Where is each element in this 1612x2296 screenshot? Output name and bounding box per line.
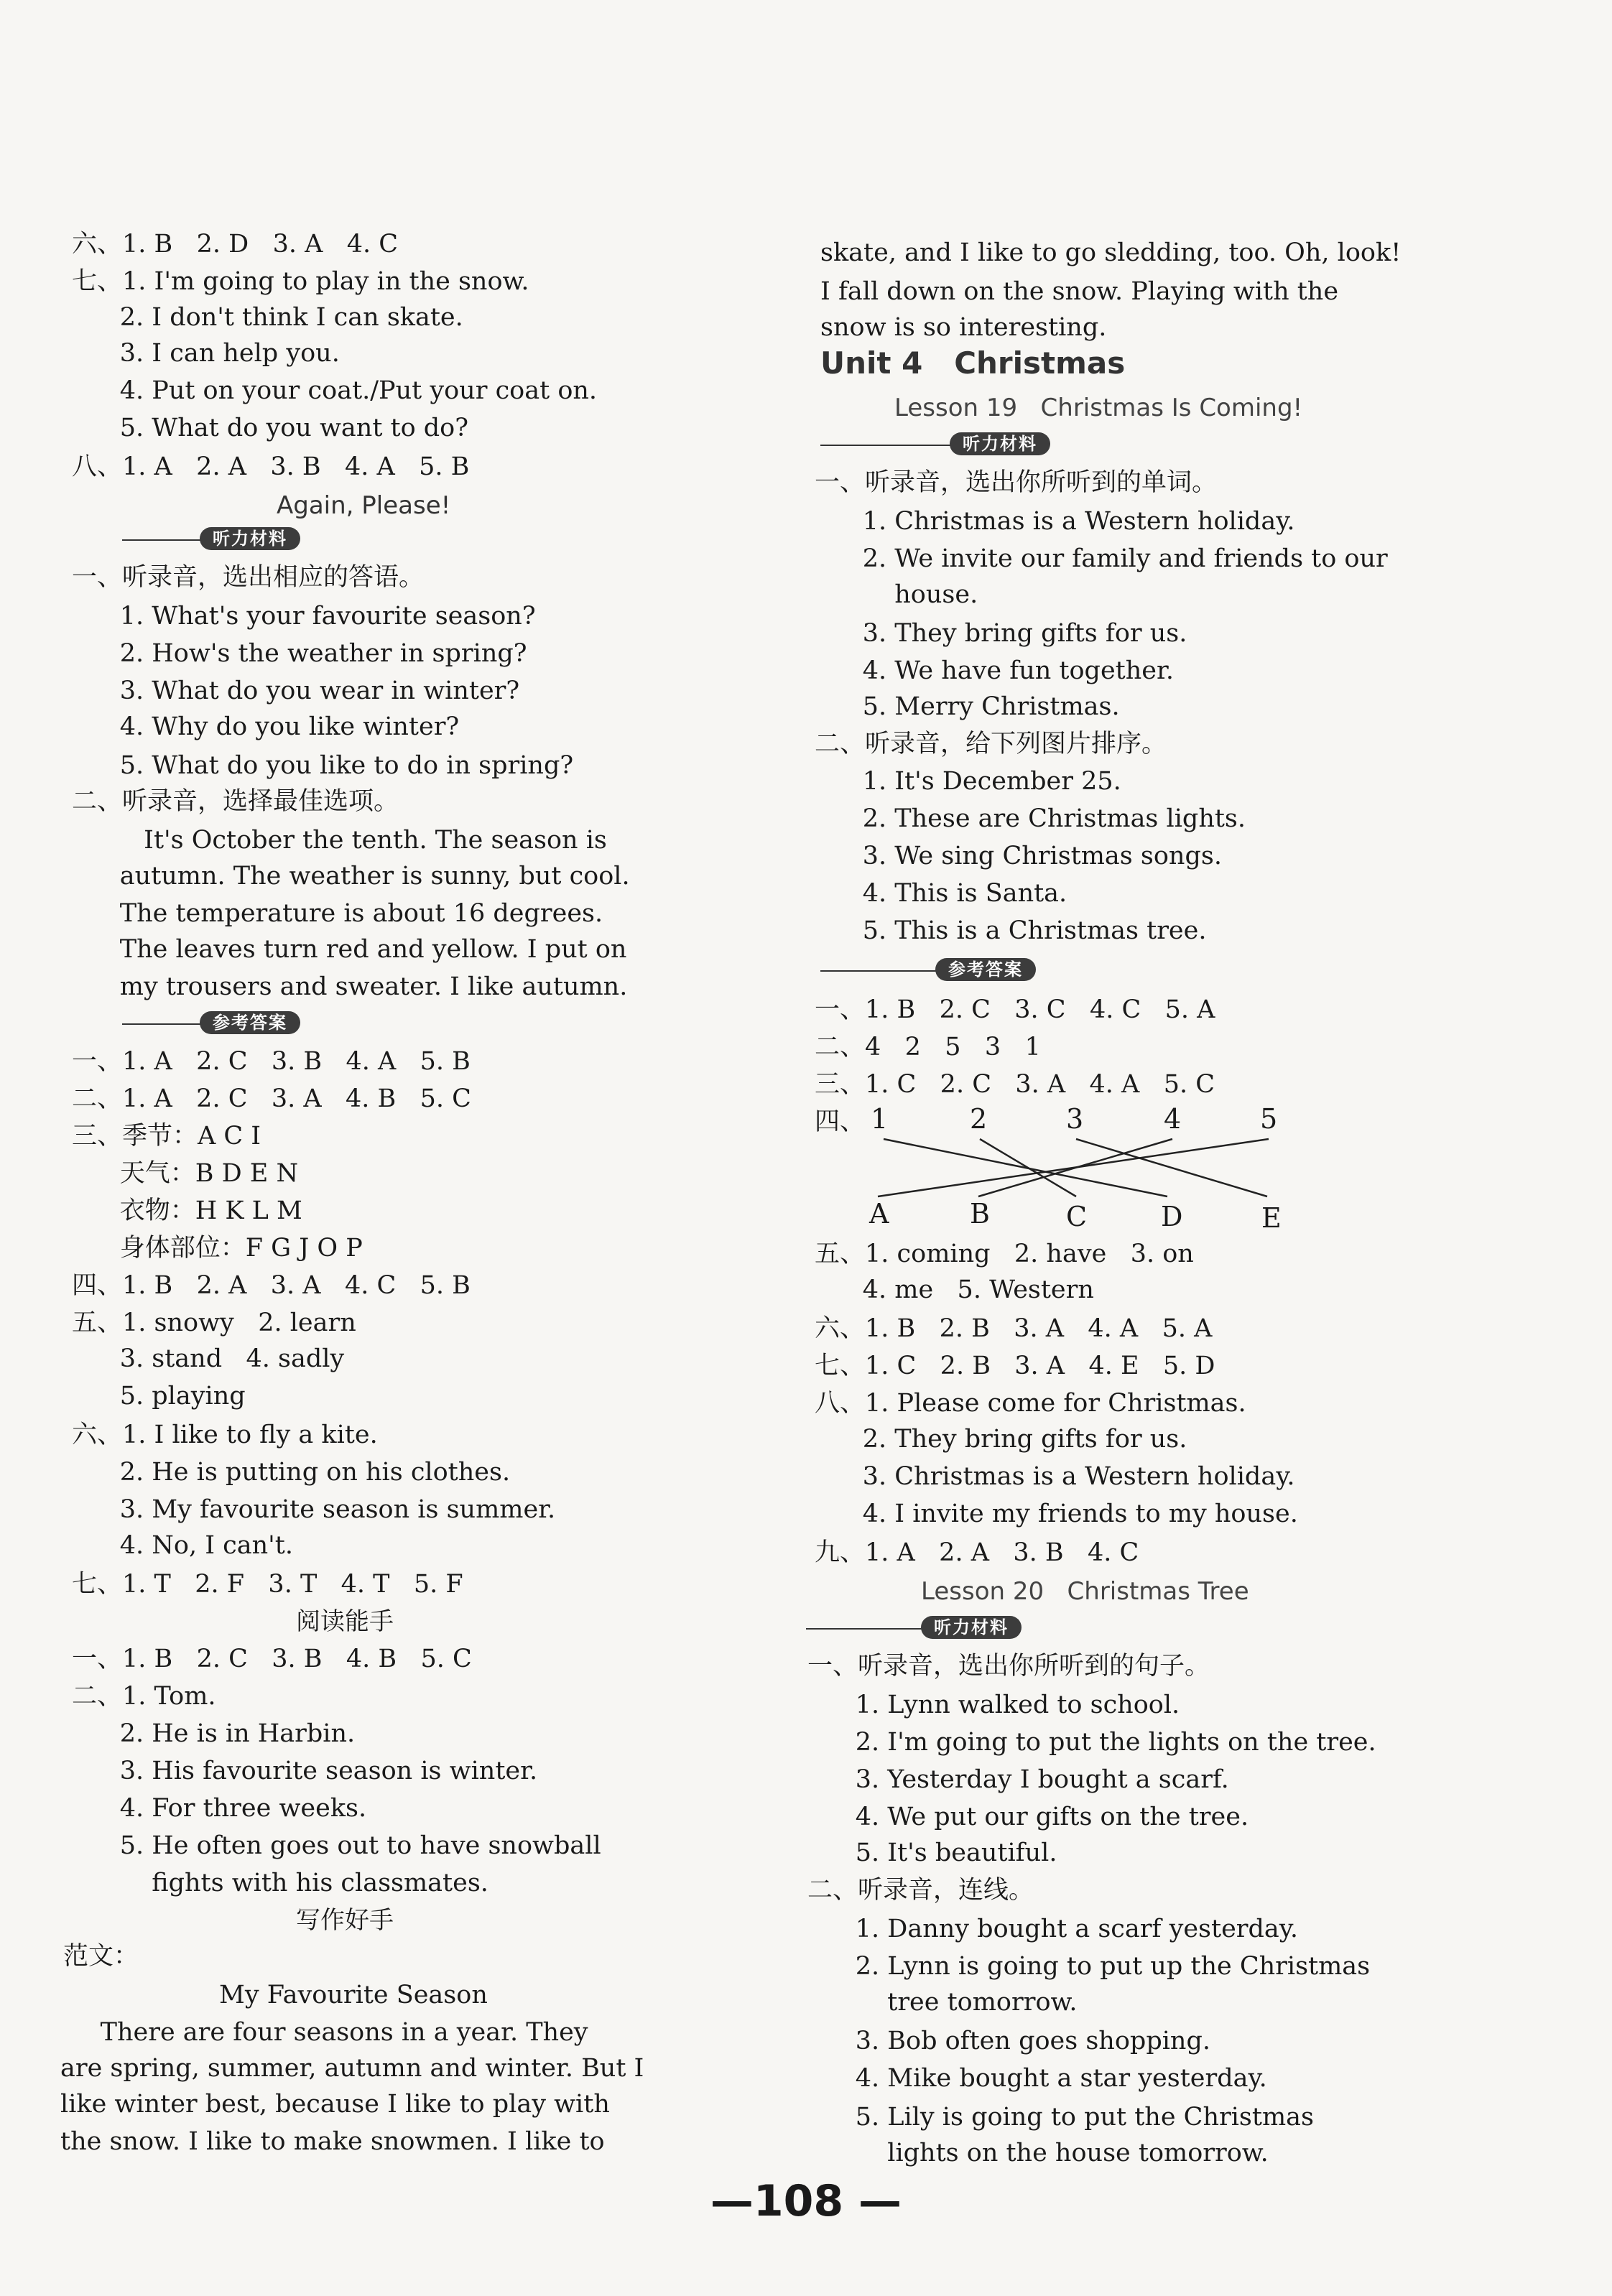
text-line: tree tomorrow.	[807, 1988, 1078, 2017]
essay-line: like winter best, because I like to play with	[60, 2090, 610, 2119]
answer-line: 4. Put on your coat./Put your coat on.	[72, 376, 598, 405]
answer-line: 3. stand 4. sadly	[72, 1344, 345, 1373]
answer-line: 4. No, I can't.	[72, 1531, 293, 1560]
listening-badge: 听力材料	[921, 1616, 1022, 1639]
answer-line: 六、1. B 2. D 3. A 4. C	[72, 230, 399, 259]
text-line: 二、听录音，连线。	[807, 1876, 1034, 1905]
match-bottom-A: A	[869, 1198, 889, 1230]
answer-line: 3. I can help you.	[72, 339, 340, 368]
text-line: The leaves turn red and yellow. I put on	[72, 935, 627, 964]
answer-line: 八、1. Please come for Christmas.	[815, 1389, 1246, 1418]
listening-material-divider	[122, 527, 323, 552]
section-title-reading: 阅读能手	[296, 1607, 394, 1636]
text-line: 二、听录音，给下列图片排序。	[815, 730, 1167, 758]
text-line: 4. We have fun together.	[815, 656, 1174, 685]
match-bottom-E: E	[1261, 1202, 1282, 1234]
answer-line: 2. He is putting on his clothes.	[72, 1458, 511, 1487]
match-bottom-B: B	[970, 1198, 990, 1230]
lesson-19-title: Lesson 19 Christmas Is Coming!	[894, 394, 1303, 422]
match-bottom-C: C	[1066, 1201, 1088, 1232]
text-line: 2. We invite our family and friends to our	[815, 544, 1388, 573]
answer-line: 4. I invite my friends to my house.	[815, 1500, 1298, 1528]
text-line: lights on the house tomorrow.	[807, 2139, 1269, 2167]
answer-line: 三、季节：A C I	[72, 1122, 261, 1151]
answer-line: 七、1. I'm going to play in the snow.	[72, 267, 529, 296]
text-line: I fall down on the snow. Playing with the	[820, 277, 1339, 306]
answer-line: 六、1. I like to fly a kite.	[72, 1421, 378, 1449]
match-top-5: 5	[1260, 1103, 1278, 1135]
answer-line: 天气：B D E N	[72, 1159, 299, 1188]
answer-line: 2. I don't think I can skate.	[72, 303, 463, 332]
text-line: 1. Christmas is a Western holiday.	[815, 507, 1295, 536]
answer-line: 二、1. Tom.	[72, 1682, 216, 1711]
answer-line: 一、1. B 2. C 3. C 4. C 5. A	[815, 995, 1215, 1024]
answer-line: 二、1. A 2. C 3. A 4. B 5. C	[72, 1084, 471, 1113]
answer-line: 身体部位：F G J O P	[72, 1234, 363, 1263]
text-line: snow is so interesting.	[820, 313, 1107, 342]
answer-line: 4. For three weeks.	[72, 1794, 367, 1823]
answer-line: 六、1. B 2. B 3. A 4. A 5. A	[815, 1314, 1213, 1343]
unit-title: Unit 4 Christmas	[820, 345, 1126, 381]
text-line: 5. What do you like to do in spring?	[72, 751, 574, 780]
answer-line: 5. playing	[72, 1382, 246, 1410]
match-bottom-D: D	[1161, 1201, 1183, 1232]
answer-line: 4. me 5. Western	[815, 1275, 1094, 1304]
match-top-4: 4	[1164, 1103, 1182, 1135]
answer-line: 5. He often goes out to have snowball	[72, 1831, 601, 1860]
text-line: 一、听录音，选出相应的答语。	[72, 563, 425, 592]
match-top-1: 1	[871, 1103, 889, 1135]
listening-material-divider	[820, 432, 1065, 457]
text-line: 4. This is Santa.	[815, 879, 1067, 908]
match-top-2: 2	[970, 1103, 988, 1135]
answer-line: 五、1. coming 2. have 3. on	[815, 1240, 1194, 1268]
match-line-5-A	[878, 1139, 1269, 1196]
text-line: 一、听录音，选出你所听到的句子。	[807, 1652, 1210, 1681]
answer-line: 2. He is in Harbin.	[72, 1719, 356, 1748]
answer-line: 二、4 2 5 3 1	[815, 1033, 1041, 1061]
sample-label: 范文：	[63, 1942, 139, 1971]
text-line: 2. How's the weather in spring?	[72, 639, 527, 668]
text-line: autumn. The weather is sunny, but cool.	[72, 862, 630, 891]
listening-material-divider	[806, 1616, 1050, 1640]
text-line: 5. Lily is going to put the Christmas	[807, 2103, 1314, 2132]
page-number: —108 —	[710, 2176, 902, 2226]
text-line: my trousers and sweater. I like autumn.	[72, 972, 628, 1001]
answer-line: 5. What do you want to do?	[72, 414, 469, 442]
match-line-3-E	[1076, 1139, 1267, 1196]
text-line: 3. We sing Christmas songs.	[815, 842, 1222, 870]
answer-line: 四、1. B 2. A 3. A 4. C 5. B	[72, 1271, 471, 1300]
answer-line: 八、1. A 2. A 3. B 4. A 5. B	[72, 452, 470, 481]
answer-line: 九、1. A 2. A 3. B 4. C	[815, 1538, 1139, 1567]
text-line: 一、听录音，选出你所听到的单词。	[815, 468, 1218, 497]
answer-line: 一、1. A 2. C 3. B 4. A 5. B	[72, 1047, 471, 1076]
text-line: 4. Mike bought a star yesterday.	[807, 2064, 1267, 2093]
listening-badge: 听力材料	[950, 432, 1050, 455]
text-line: It's October the tenth. The season is	[72, 826, 607, 855]
answer-badge: 参考答案	[200, 1011, 300, 1034]
match-line-1-D	[884, 1139, 1167, 1196]
text-line: 3. Bob often goes shopping.	[807, 2027, 1210, 2055]
text-line: house.	[815, 580, 978, 609]
text-line: 2. These are Christmas lights.	[815, 804, 1246, 833]
text-line: 5. It's beautiful.	[807, 1839, 1057, 1867]
text-line: 4. Why do you like winter?	[72, 712, 460, 741]
answer-line: 3. His favourite season is winter.	[72, 1757, 538, 1785]
essay-line: the snow. I like to make snowmen. I like to	[60, 2127, 605, 2156]
text-line: 2. Lynn is going to put up the Christmas	[807, 1952, 1371, 1981]
matching-prefix: 四、	[815, 1107, 866, 1136]
match-line-4-B	[978, 1139, 1172, 1196]
answer-line: 2. They bring gifts for us.	[815, 1425, 1187, 1454]
section-title-writing: 写作好手	[296, 1906, 394, 1935]
answer-line: 3. Christmas is a Western holiday.	[815, 1462, 1295, 1491]
lesson-20-title: Lesson 20 Christmas Tree	[921, 1577, 1249, 1606]
text-line: 1. It's December 25.	[815, 767, 1121, 796]
text-line: 3. They bring gifts for us.	[815, 619, 1187, 648]
text-line: 5. Merry Christmas.	[815, 692, 1120, 721]
listening-badge: 听力材料	[200, 527, 300, 550]
text-line: 二、听录音，选择最佳选项。	[72, 787, 399, 816]
essay-line: are spring, summer, autumn and winter. But I	[60, 2054, 644, 2083]
reference-answer-divider	[820, 958, 1065, 982]
essay-title: My Favourite Season	[219, 1981, 488, 2009]
answer-line: 七、1. C 2. B 3. A 4. E 5. D	[815, 1352, 1215, 1380]
match-line-2-C	[980, 1139, 1076, 1196]
text-line: 4. We put our gifts on the tree.	[807, 1803, 1249, 1831]
reference-answer-divider	[122, 1011, 323, 1036]
text-line: 3. Yesterday I bought a scarf.	[807, 1765, 1229, 1794]
essay-line: There are four seasons in a year. They	[60, 2018, 588, 2047]
answer-line: 七、1. T 2. F 3. T 4. T 5. F	[72, 1570, 463, 1599]
text-line: 1. What's your favourite season?	[72, 602, 536, 631]
answer-line: 三、1. C 2. C 3. A 4. A 5. C	[815, 1070, 1215, 1099]
text-line: 5. This is a Christmas tree.	[815, 916, 1207, 945]
answer-badge: 参考答案	[935, 958, 1036, 981]
answer-line: 五、1. snowy 2. learn	[72, 1309, 356, 1337]
answer-line: 3. My favourite season is summer.	[72, 1495, 556, 1524]
answer-line: fights with his classmates.	[72, 1869, 488, 1897]
text-line: 1. Lynn walked to school.	[807, 1691, 1180, 1719]
text-line: skate, and I like to go sledding, too. Oh, look!	[820, 238, 1402, 267]
section-title-again-please: Again, Please!	[277, 491, 451, 520]
text-line: 3. What do you wear in winter?	[72, 677, 520, 705]
match-top-3: 3	[1066, 1103, 1084, 1135]
text-line: 2. I'm going to put the lights on the tree.	[807, 1728, 1376, 1757]
answer-line: 衣物：H K L M	[72, 1196, 302, 1225]
text-line: 1. Danny bought a scarf yesterday.	[807, 1915, 1299, 1943]
answer-line: 一、1. B 2. C 3. B 4. B 5. C	[72, 1645, 472, 1673]
text-line: The temperature is about 16 degrees.	[72, 899, 603, 928]
